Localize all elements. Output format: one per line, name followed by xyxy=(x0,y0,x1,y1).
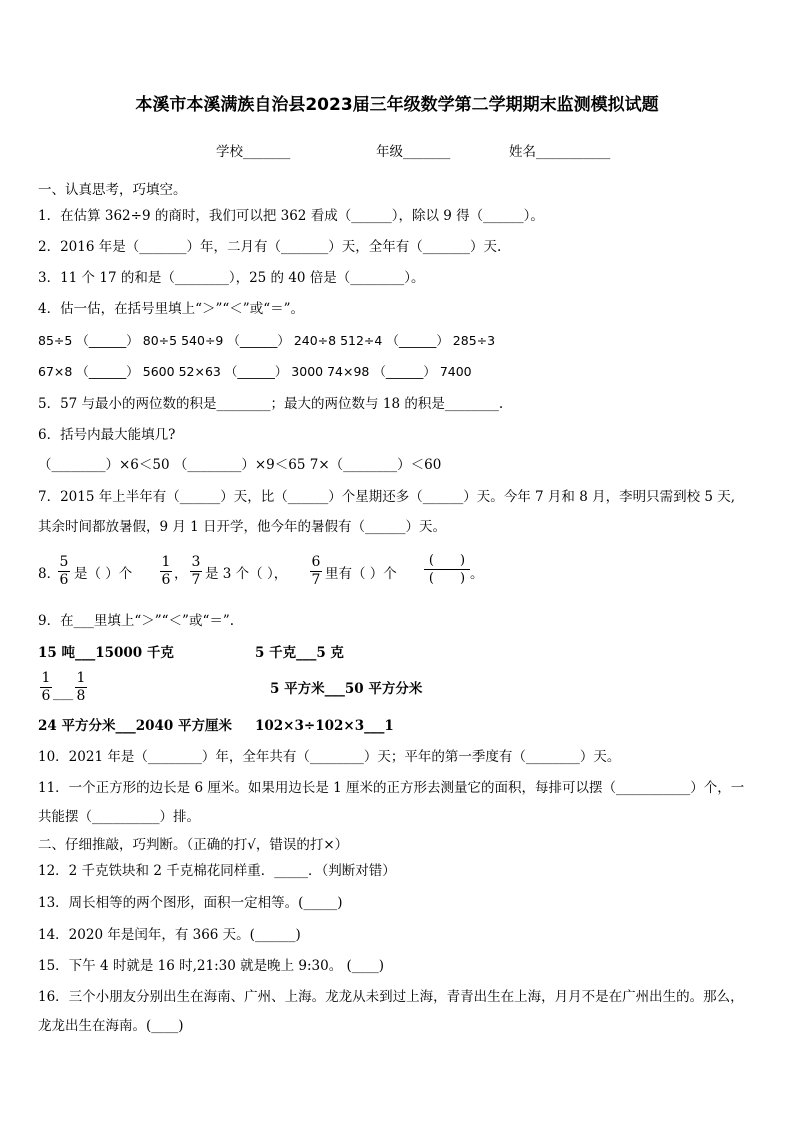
question-4: 4．估一估，在括号里填上“＞”“＜”或“＝”。 xyxy=(38,301,304,317)
numerator: 6 xyxy=(311,554,321,570)
denominator: 6 xyxy=(59,572,69,588)
question-7-line-1: 7．2015 年上半年有（______）天，比（______）个星期还多（______）天。今年 7 月和 8 月，李明只需到校 5 天, xyxy=(38,489,736,505)
question-2: 2．2016 年是（_______）年，二月有（_______）天，全年有（_______）天. xyxy=(38,239,502,255)
fraction xyxy=(190,555,202,588)
question-4-row-2: 67×8 （______） 5600 52×63 （______） 3000 74×98 （______） 7400 xyxy=(38,364,472,379)
question-8-text-3: 是 3 个（ ）， xyxy=(205,566,288,582)
question-11-line-2: 共能摆（__________）排。 xyxy=(38,809,200,825)
page-title: 本溪市本溪满族自治县2023届三年级数学第二学期期末监测模拟试题 xyxy=(135,95,659,115)
numerator: 1 xyxy=(161,554,171,570)
question-13: 13．周长相等的两个图形，面积一定相等。(_____) xyxy=(38,895,343,911)
question-9-d: 5 平方米___50 平方分米 xyxy=(270,681,423,697)
question-9: 9．在___里填上“＞”“＜”或“＝”. xyxy=(38,613,235,629)
fraction xyxy=(40,671,52,704)
section-heading-2: 二、仔细推敲，巧判断。（正确的打√，错误的打×） xyxy=(38,837,349,853)
question-8-number: 8． xyxy=(38,566,61,582)
denominator: 8 xyxy=(76,688,86,704)
question-8-text-1: 是（ ）个 xyxy=(74,566,133,582)
question-4-row-1: 85÷5 （______） 80÷5 540÷9 （______） 240÷8 512÷4 （______） 285÷3 xyxy=(38,333,496,348)
question-9-e: 24 平方分米___2040 平方厘米 xyxy=(38,718,233,734)
denominator-blank: ( ) xyxy=(428,571,466,586)
denominator: 6 xyxy=(41,688,51,704)
question-5: 5．57 与最小的两位数的积是________；最大的两位数与 18 的积是________. xyxy=(38,396,504,412)
question-6: 6．括号内最大能填几? xyxy=(38,427,176,443)
numerator: 3 xyxy=(191,554,201,570)
question-11-line-1: 11．一个正方形的边长是 6 厘米。如果用边长是 1 厘米的正方形去测量它的面积，每排可以摆（___________）个，一 xyxy=(38,780,745,796)
question-9-f: 102×3÷102×3___1 xyxy=(255,718,394,734)
school-field: 学校_______ xyxy=(216,144,291,160)
fraction xyxy=(160,555,172,588)
question-6-items: （________）×6＜50 （________）×9＜65 7×（________）＜60 xyxy=(38,457,442,473)
question-9-c-blank: ___ xyxy=(53,685,74,701)
question-10: 10．2021 年是（________）年，全年共有（________）天；平年的第一季度有（________）天。 xyxy=(38,749,621,765)
question-16-line-1: 16．三个小朋友分别出生在海南、广州、上海。龙龙从未到过上海，青青出生在上海，月月不是在广州出生的。那么， xyxy=(38,989,744,1005)
denominator: 7 xyxy=(311,572,321,588)
numerator-blank: ( ) xyxy=(428,553,466,568)
numerator: 1 xyxy=(41,670,51,686)
question-3: 3．11 个 17 的和是（________），25 的 40 倍是（________）。 xyxy=(38,270,425,286)
name-field: 姓名___________ xyxy=(509,144,611,160)
fraction-blank xyxy=(424,553,470,586)
fraction xyxy=(75,671,87,704)
fraction xyxy=(310,555,322,588)
section-heading-1: 一、认真思考，巧填空。 xyxy=(38,182,187,198)
fraction xyxy=(58,555,70,588)
denominator: 7 xyxy=(191,572,201,588)
question-14: 14．2020 年是闰年，有 366 天。(______) xyxy=(38,927,301,943)
question-7-line-2: 其余时间都放暑假，9 月 1 日开学，他今年的暑假有（______）天。 xyxy=(38,519,447,535)
numerator: 1 xyxy=(76,670,86,686)
question-8-text-2: ， xyxy=(174,566,188,582)
denominator: 6 xyxy=(161,572,171,588)
question-16-line-2: 龙龙出生在海南。(____) xyxy=(38,1018,184,1034)
numerator: 5 xyxy=(59,554,69,570)
question-1: 1．在估算 362÷9 的商时，我们可以把 362 看成（______），除以 9 得（______）。 xyxy=(38,208,544,224)
question-9-a: 15 吨___15000 千克 xyxy=(38,645,174,661)
question-9-b: 5 千克___5 克 xyxy=(255,645,344,661)
grade-field: 年级_______ xyxy=(376,144,451,160)
question-12: 12．2 千克铁块和 2 千克棉花同样重．_____．（判断对错） xyxy=(38,863,396,879)
question-8-text-4: 里有（ ）个 xyxy=(325,566,397,582)
question-8-text-5: 。 xyxy=(470,566,484,582)
question-15: 15．下午 4 时就是 16 时,21:30 就是晚上 9:30。 (____) xyxy=(38,958,385,974)
